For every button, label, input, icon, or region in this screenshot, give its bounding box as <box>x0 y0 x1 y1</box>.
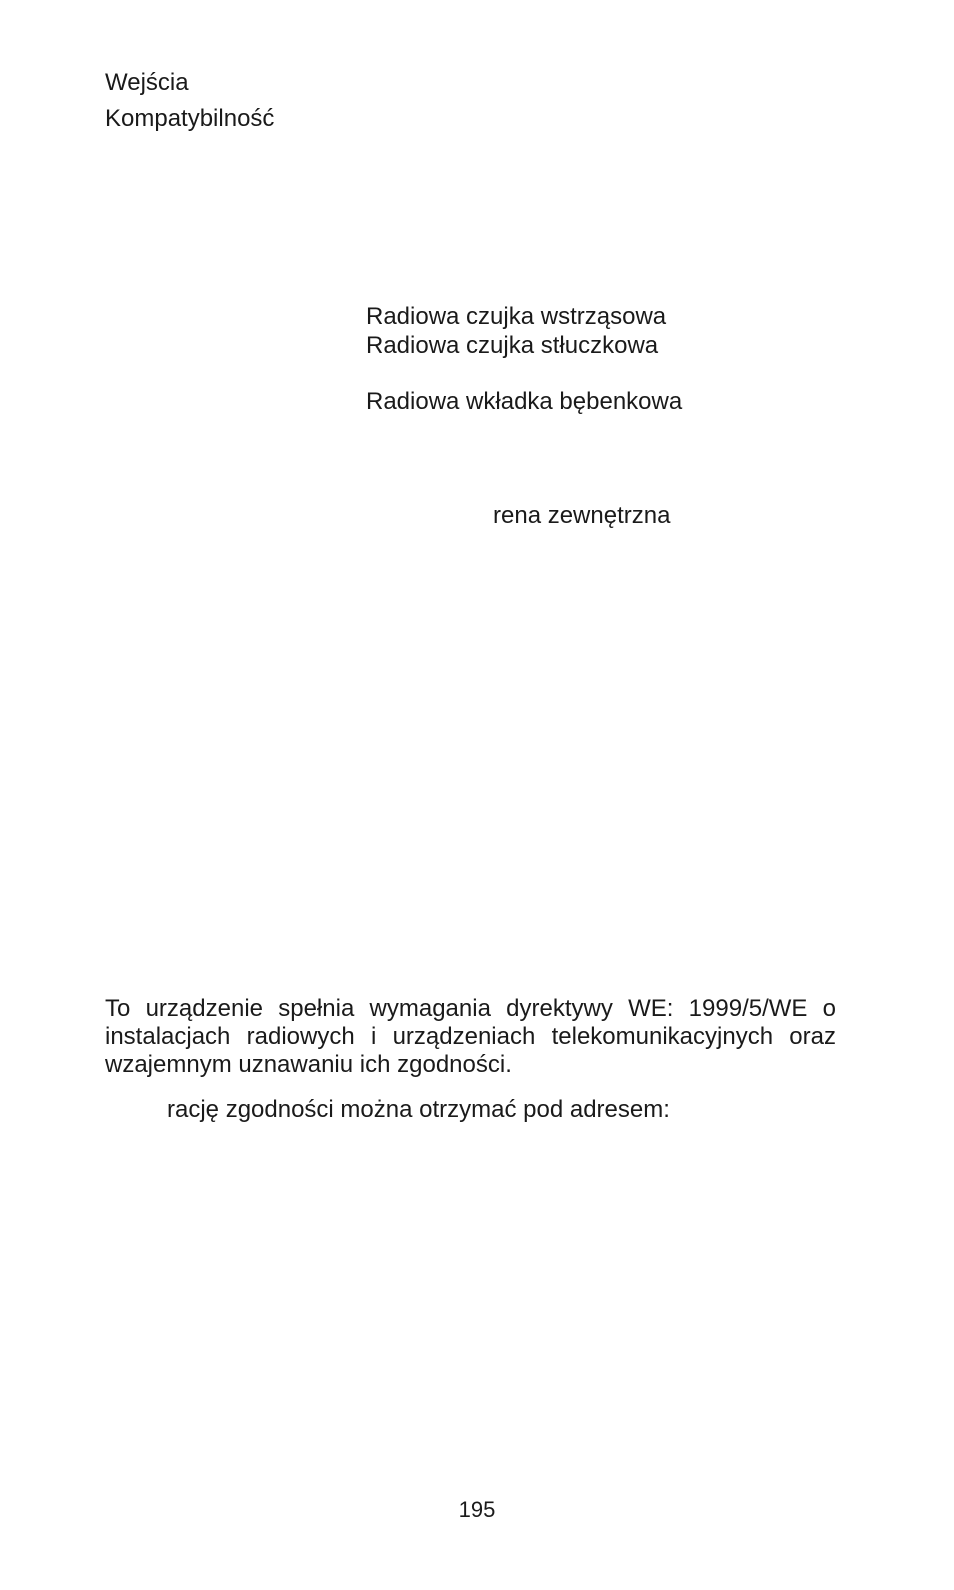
inputs-heading: Wejścia <box>105 69 189 96</box>
directive-paragraph: To urządzenie spełnia wymagania dyrektywy WE: 1999/5/WE o instalacjach radiowych i urządzeniach telekomunikacyjnych oraz wzajemnym uznawaniu ich zgodności. <box>105 995 836 1078</box>
external-siren-label: rena zewnętrzna <box>493 502 671 529</box>
device-cylinder-insert: Radiowa wkładka bębenkowa <box>366 388 683 415</box>
declaration-line: rację zgodności można otrzymać pod adresem: <box>167 1096 670 1123</box>
device-shock-detector: Radiowa czujka wstrząsowa <box>366 303 667 330</box>
device-glass-break-detector: Radiowa czujka stłuczkowa <box>366 332 659 359</box>
compatibility-heading: Kompatybilność <box>105 105 275 132</box>
page-number: 195 <box>458 1497 496 1522</box>
